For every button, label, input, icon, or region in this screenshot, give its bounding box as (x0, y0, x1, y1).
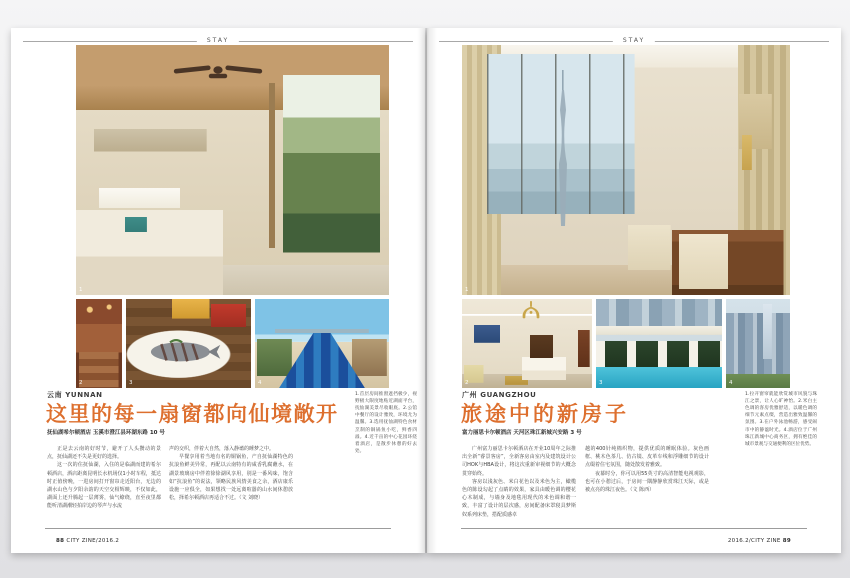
paragraph: 正是去云南的好时节，避开了人头攒动的景点，抚仙湖还不失是更好的选择。 (47, 446, 161, 461)
hotel-address: 抚仙湖希尔顿酒店 玉溪市澄江县环湖东路 10 号 (47, 430, 165, 436)
photo-hotel-room-lake-view (76, 45, 389, 295)
paragraph: 早餐享用着当地有名的铜锅鱼，产自抚仙湖特色的抗浪鱼鲜美异常，再配以云南特有的咸香乳腐蘸水，在湖景玻璃房中伴着徐徐湖风享用，别是一番风味，饱含如“抗浪鱼”的说法，领略民族风情美食之余，酒店康乐设施一应俱全，如果想找一处远离喧嚣的山水间休憩放松，择希尔顿酒店再适合不过。（文 刘晓） (169, 454, 293, 502)
footer-text: CITY ZINE/2016.2 (66, 538, 120, 544)
paragraph: 声的交织，伴着大自然，落入静谧的睡梦之中。 (169, 446, 275, 452)
article-title: 这里的每一扇窗都向仙境敞开 (46, 402, 339, 426)
chandelier-icon (517, 301, 545, 320)
section-label: STAY (197, 37, 239, 44)
footer-rule (45, 528, 391, 529)
region-label: 广州 GUANGZHOU (462, 391, 537, 399)
body-column-2 (169, 445, 293, 531)
photo-number-badge: 3 (129, 380, 133, 386)
photo-number-badge: 3 (599, 380, 603, 386)
paragraph: 客房以浅灰色、米白花色以及米色为主，橄榄色的陈设勾起了点睛的效果，家具由暖色调的樱花心木制成，与墙身及地毯用现代的米色调和谐一致，丰富了设计的层次感，房间配备床罩寝具梦斯奴系列床垫，搭配质感卓 (462, 478, 576, 518)
photo-classic-bedroom (462, 299, 592, 388)
page-number: 89 (782, 538, 791, 544)
photo-number-badge: 2 (465, 380, 469, 386)
page-footer (728, 538, 791, 544)
photo-number-badge: 4 (729, 380, 733, 386)
footer-text: 2016.2/CITY ZINE (727, 538, 781, 544)
article-title: 旅途中的新房子 (461, 402, 629, 426)
photo-number-badge: 1 (465, 287, 469, 293)
page-footer (56, 538, 119, 544)
hotel-address: 富力丽思卡尔顿酒店 天河区珠江新城兴安路 3 号 (462, 430, 582, 436)
body-column-2 (585, 445, 709, 531)
photo-number-badge: 4 (258, 380, 262, 386)
body-column-1 (462, 445, 576, 531)
photo-outdoor-pool (255, 299, 389, 388)
grilled-fish-icon (144, 336, 222, 366)
photo-captions: 1.拉开窗帘就能欣赏城市风貌与珠江之景，让人心旷神怡。2.米白主色调的客房优雅舒适，以暖色调的细节元素点缀，营造出雅致温馨的氛围。3.在户外泳池畅游，感受闹市中的静谧时光。4.酒店位于广州珠江新城中心商务区，拥有绝佳的城市景观与交通便利的区位优势。 (745, 392, 817, 447)
canton-tower-icon (551, 68, 575, 226)
photo-captions: 1.首层房间推窗遮挡极少，视野极大限度地贴近湖面平台，抚仙湖美景尽收眼底。2.公馆中餐厅的设计雅致，环境尤为温馨。3.选用抚仙湖特色食材烹制的铜锅鱼小吃，鲜香四溢。4.近千亩的中心花园环绕着酒店，是散步休憩的好去处。 (355, 392, 417, 454)
paragraph: 广州富力丽思卡尔顿酒店在开业10周年之际推出全新“睿景客房”，全新客房由室内及建筑设计公司HOK与HBA设计，将这次重新审视细节的大概念贯穿始终。 (462, 446, 576, 477)
footer-rule (461, 528, 807, 529)
region-label: 云南 YUNNAN (47, 391, 103, 399)
paragraph: 这一次的住抚仙湖，入住的是临湖而建的希尔顿酒店，酒店距离昆明长水机场仅1小时车程，抵达时正值傍晚，一进房间打开窗帘走近阳台，无边的湖水山色与夕阳余韵的天空交相辉映，不仅如此，湖面上还升腾起一层薄雾，仙气缭绕，直至夜里都能听清湖潮轻拍岸边的琴声与水流 (47, 462, 161, 510)
ceiling-fan-icon (170, 58, 266, 82)
photo-city-skyline (726, 299, 790, 388)
section-label: STAY (613, 37, 655, 44)
body-column-1 (47, 445, 161, 531)
pool-water-shape (279, 333, 365, 388)
right-page (427, 28, 841, 553)
photo-restaurant-interior (76, 299, 122, 388)
photo-number-badge: 1 (79, 287, 83, 293)
photo-suite-canton-tower-view (462, 45, 790, 295)
paragraph: 夜幕时分，你可以用55英寸的高清智能电视观影，也可在小憩过后，于房间一隅静静欣赏珠江天际，或是被点亮的珠江夜色。（文 陈西） (585, 470, 709, 493)
paragraph: 越的400针纯棉织物，提供优质的睡眠体验。灰色画框、桃木色茶几、仿古镜、皮革车线和浮雕细节的设计点缀着住宅氛围，随处散发着雅致。 (585, 446, 709, 469)
photo-colonnade-pool (596, 299, 722, 388)
page-number: 88 (56, 538, 65, 544)
left-page (11, 28, 425, 553)
photo-number-badge: 2 (79, 380, 83, 386)
photo-grilled-fish-dish (126, 299, 251, 388)
